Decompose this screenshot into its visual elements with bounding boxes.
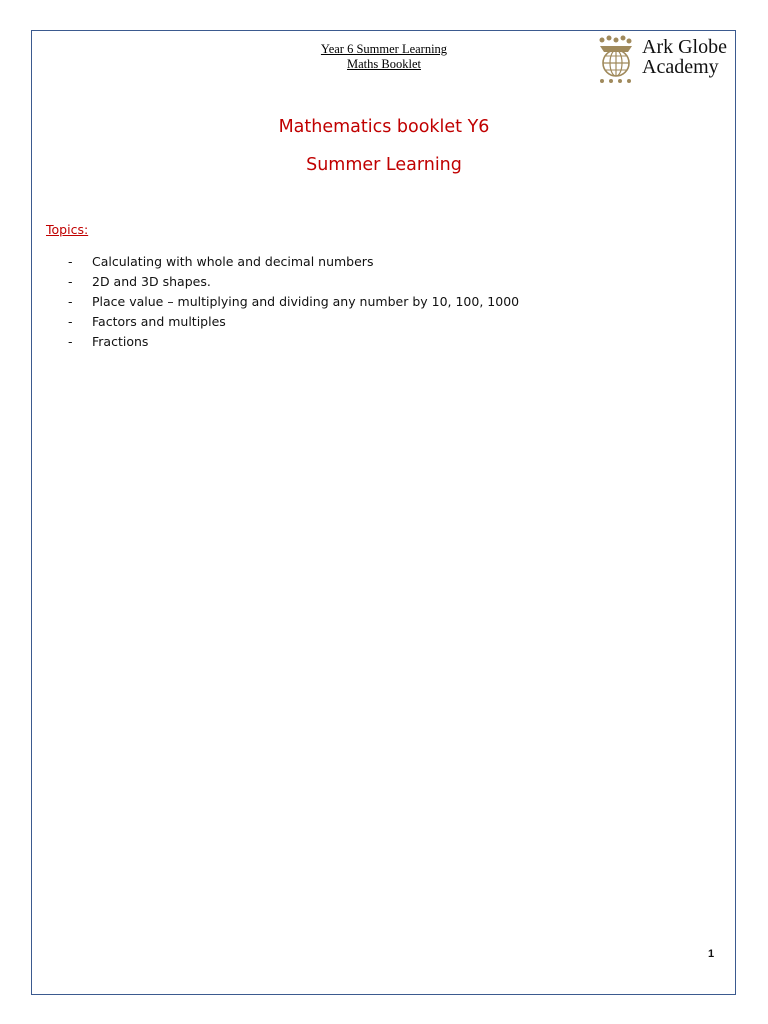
list-item bbox=[68, 292, 519, 312]
topic-text: Place value – multiplying and dividing any number by 10, 100, 1000 bbox=[92, 294, 520, 309]
bullet-dash: - bbox=[68, 334, 73, 349]
booklet-title: Mathematics booklet Y6 bbox=[278, 117, 490, 137]
logo-wordmark bbox=[642, 37, 727, 77]
header-line-1: Year 6 Summer Learning bbox=[320, 42, 448, 56]
page-number: 1 bbox=[708, 948, 715, 960]
topic-text: Calculating with whole and decimal numbers bbox=[92, 254, 374, 269]
school-logo bbox=[594, 34, 734, 86]
topics-heading: Topics: bbox=[46, 222, 89, 237]
list-item bbox=[68, 272, 519, 292]
booklet-subtitle: Summer Learning bbox=[306, 155, 462, 175]
topic-text: Factors and multiples bbox=[92, 314, 226, 329]
bullet-dash: - bbox=[68, 254, 73, 269]
list-item bbox=[68, 252, 519, 272]
topic-text: Fractions bbox=[92, 334, 149, 349]
list-item bbox=[68, 312, 519, 332]
globe-crest-icon bbox=[594, 34, 638, 84]
topics-list bbox=[68, 252, 519, 352]
bullet-dash: - bbox=[68, 294, 73, 309]
logo-line-1: Ark Globe bbox=[642, 36, 727, 58]
list-item bbox=[68, 332, 519, 352]
topic-text: 2D and 3D shapes. bbox=[92, 274, 211, 289]
bullet-dash: - bbox=[68, 274, 73, 289]
header-line-2: Maths Booklet bbox=[347, 57, 421, 71]
logo-line-2: Academy bbox=[642, 56, 719, 78]
bullet-dash: - bbox=[68, 314, 73, 329]
